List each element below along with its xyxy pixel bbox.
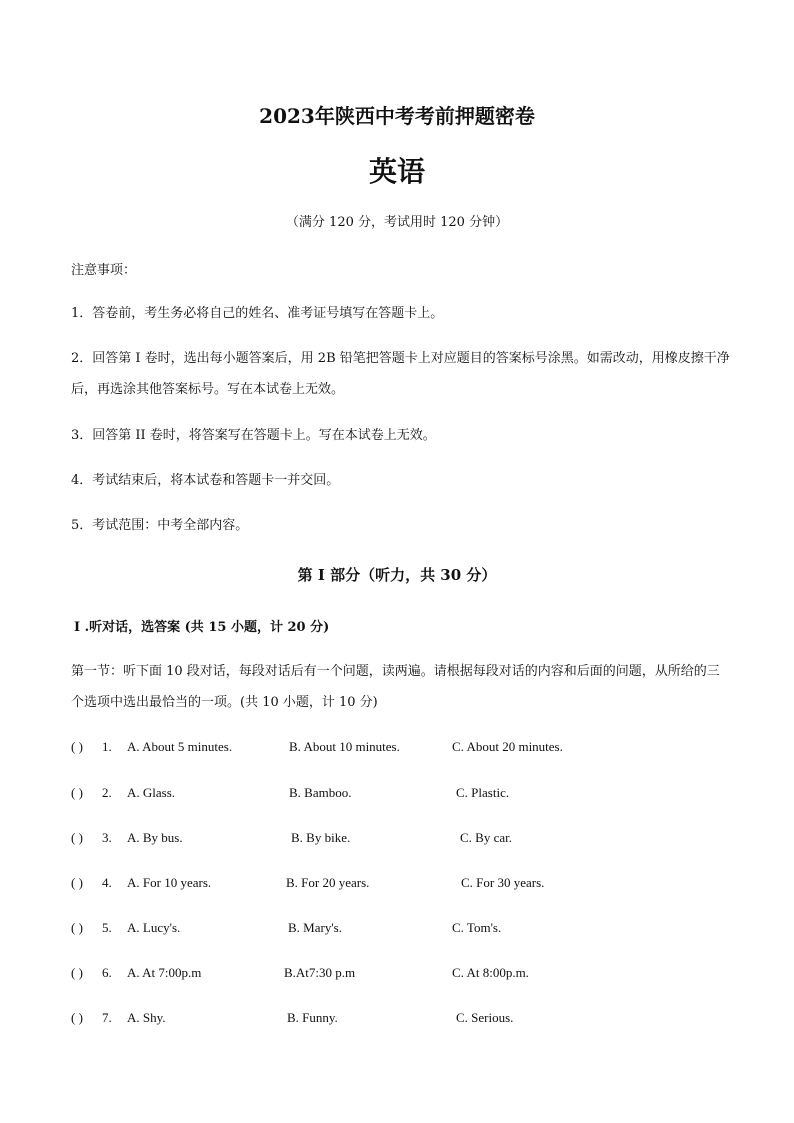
question-number: 7. [102,1010,112,1025]
section-title: I .听对话，选答案 (共 15 小题，计 20 分) [74,620,330,635]
notice-item: 3．回答第 II 卷时，将答案写在答题卡上。写在本试卷上无效。 [71,428,436,443]
answer-blank[interactable]: ( ) [71,920,83,935]
option-b: B. For 20 years. [286,875,370,890]
answer-blank[interactable]: ( ) [71,785,83,800]
question-row [71,830,731,850]
option-c: C. At 8:00p.m. [452,965,529,980]
answer-blank[interactable]: ( ) [71,1010,83,1025]
question-row [71,739,731,759]
option-a: A. About 5 minutes. [127,739,233,754]
question-row [71,965,731,985]
option-b: B. By bike. [291,830,351,845]
option-a: A. At 7:00p.m [127,965,202,980]
option-a: A. Lucy's. [127,920,181,935]
option-a: A. For 10 years. [127,875,212,890]
score-note: （满分 120 分，考试用时 120 分钟） [285,215,509,230]
answer-blank[interactable]: ( ) [71,830,83,845]
option-a: A. Glass. [127,785,176,800]
question-number: 4. [102,875,112,890]
option-b: B.At7:30 p.m [284,965,356,980]
question-number: 2. [102,785,112,800]
option-b: B. Funny. [287,1010,338,1025]
question-row [71,920,731,940]
question-number: 1. [102,739,112,754]
notice-item: 2．回答第 I 卷时，选出每小题答案后，用 2B 铅笔把答题卡上对应题目的答案标号涂黑。如需改动，用橡皮擦干净后，再选涂其他答案标号。写在本试卷上无效。 [71,351,730,397]
question-row [71,875,731,895]
question-row [71,1010,731,1030]
option-c: C. Serious. [456,1010,514,1025]
option-a: A. Shy. [127,1010,166,1025]
question-number: 5. [102,920,112,935]
option-b: B. About 10 minutes. [289,739,400,754]
part-title: 第 I 部分（听力，共 30 分） [297,566,497,584]
exam-title: 2023年陕西中考考前押题密卷 [259,104,535,128]
answer-blank[interactable]: ( ) [71,739,83,754]
option-c: C. By car. [460,830,512,845]
notice-item: 5．考试范围：中考全部内容。 [71,518,249,533]
notice-heading: 注意事项： [71,263,137,278]
option-c: C. Plastic. [456,785,510,800]
option-b: B. Bamboo. [289,785,352,800]
section-description: 第一节：听下面 10 段对话，每段对话后有一个问题，读两遍。请根据每段对话的内容和后面的问题，从所给的三个选项中选出最恰当的一项。(共 10 小题，计 10 分) [71,664,720,710]
option-a: A. By bus. [127,830,183,845]
option-b: B. Mary's. [288,920,342,935]
notice-item: 4．考试结束后，将本试卷和答题卡一并交回。 [71,473,340,488]
answer-blank[interactable]: ( ) [71,965,83,980]
option-c: C. Tom's. [452,920,502,935]
notice-item: 1．答卷前，考生务必将自己的姓名、准考证号填写在答题卡上。 [71,306,444,321]
question-number: 3. [102,830,112,845]
subject-title: 英语 [368,155,425,188]
option-c: C. About 20 minutes. [452,739,563,754]
answer-blank[interactable]: ( ) [71,875,83,890]
question-number: 6. [102,965,112,980]
option-c: C. For 30 years. [461,875,545,890]
question-row [71,785,731,805]
